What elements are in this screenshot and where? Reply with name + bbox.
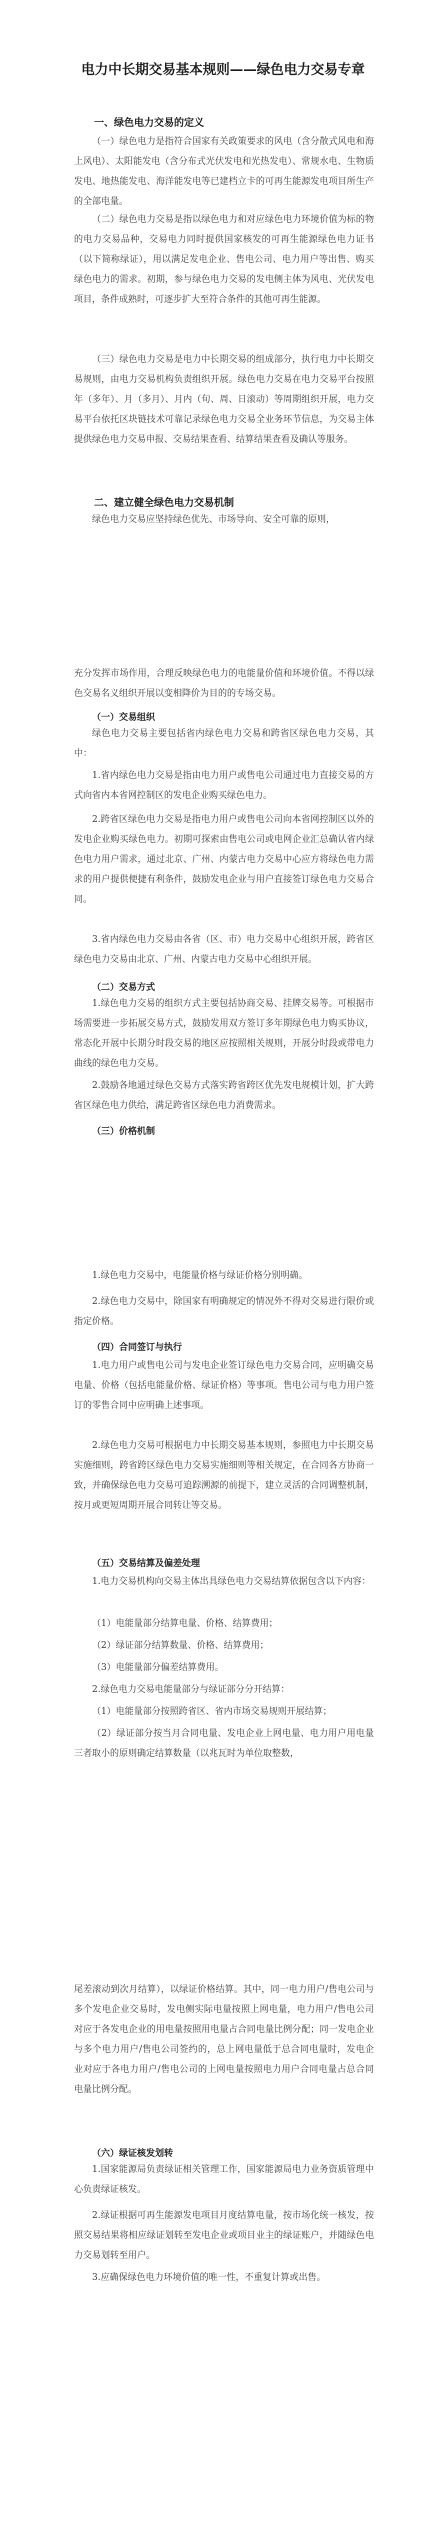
list-item: （2）绿证部分按当月合同电量、发电企业上网电量、电力用户用电量三者取小的原则确定结算数量（以兆瓦时为单位取整数， bbox=[74, 1729, 374, 1759]
list-item: 2.跨省区绿色电力交易是指电力用户或售电公司向本省网控制区以外的发电企业购买绿色电力。初期可探索由售电公司或电网企业汇总确认省内绿色电力用户需求，通过北京、广州、内蒙古电力交易中心应方将绿色电力需求的用户提供便捷有利条件，鼓励发电企业与用户直接签订绿色电力交易合同。 bbox=[74, 815, 374, 905]
subheading-methods: （二）交易方式 bbox=[92, 983, 156, 993]
list-item: 1.电力交易机构向交易主体出具绿色电力交易结算依据包含以下内容： bbox=[92, 1577, 371, 1587]
paragraph: 绿色电力交易主要包括省内绿色电力交易和跨省区绿色电力交易，其中： bbox=[74, 729, 374, 759]
list-item: 1.省内绿色电力交易是指由电力用户或售电公司通过电力直接交易的方式向省内本省网控制区的发电企业购买绿色电力。 bbox=[74, 771, 374, 801]
subheading-pricing: （三）价格机制 bbox=[92, 1127, 156, 1137]
list-item: 3.应确保绿色电力环境价值的唯一性，不重复计算或出售。 bbox=[92, 2273, 326, 2283]
list-item: 2.绿色电力交易中，除国家有明确规定的情况外不得对交易进行限价或指定价格。 bbox=[74, 1297, 374, 1327]
list-item: 2.绿色电力交易电能量部分与绿证部分分开结算： bbox=[92, 1685, 290, 1695]
list-item: 1.电力用户或售电公司与发电企业签订绿色电力交易合同，应明确交易电量、价格（包括电能量价格、绿证价格）等事项。售电公司与电力用户签订的零售合同中应明确上述事项。 bbox=[74, 1361, 374, 1411]
paragraph: 绿色电力交易应坚持绿色优先、市场导向、安全可靠的原则， bbox=[92, 515, 336, 525]
list-item: 1.国家能源局负责绿证相关管理工作，国家能源局电力业务资质管理中心负责绿证核发。 bbox=[74, 2165, 374, 2195]
list-item: 1.绿色电力交易中，电能量价格与绿证价格分别明确。 bbox=[92, 1271, 308, 1281]
paragraph: 充分发挥市场作用，合理反映绿色电力的电能量价值和环境价值。不得以绿色交易名义组织开展以变相降价为目的的专场交易。 bbox=[74, 669, 374, 699]
list-item: 1.绿色电力交易的组织方式主要包括协商交易、挂牌交易等。可根据市场需要进一步拓展交易方式，鼓励发用双方签订多年期绿色电力购买协议，常态化开展中长期分时段交易的地区应按照相关规则，开展分时段或带电力曲线的绿色电力交易。 bbox=[74, 999, 374, 1069]
paragraph: （一）绿色电力是指符合国家有关政策要求的风电（含分散式风电和海上风电）、太阳能发电（含分布式光伏发电和光热发电）、常规水电、生物质发电、地热能发电、海洋能发电等已建档立卡的可再生能源发电项目所生产的全部电量。 bbox=[74, 137, 374, 207]
subheading-settlement: （五）交易结算及偏差处理 bbox=[92, 1559, 201, 1569]
list-item: 3.省内绿色电力交易由各省（区、市）电力交易中心组织开展，跨省区绿色电力交易由北京、广州、内蒙古电力交易中心组织开展。 bbox=[74, 935, 374, 965]
section-heading-definition: 一、绿色电力交易的定义 bbox=[94, 118, 204, 129]
paragraph: （二）绿色电力交易是指以绿色电力和对应绿色电力环境价值为标的物的电力交易品种，交易电力同时提供国家核发的可再生能源绿色电力证书（以下简称绿证），用以满足发电企业、售电公司、电力用户等出售、购买绿色电力的需求。初期，参与绿色电力交易的发电侧主体为风电、光伏发电项目，条件成熟时，可逐步扩大至符合条件的其他可再生能源。 bbox=[74, 215, 374, 305]
subheading-certificates: （六）绿证核发划转 bbox=[92, 2149, 174, 2159]
subheading-organization: （一）交易组织 bbox=[92, 713, 156, 723]
paragraph: （三）绿色电力交易是电力中长期交易的组成部分，执行电力中长期交易规则，由电力交易机构负责组织开展。绿色电力交易在电力交易平台按照年（多年）、月（多月）、月内（旬、周、日滚动）等周期组织开展，电力交易平台依托区块链技术可靠记录绿色电力交易全业务环节信息，为交易主体提供绿色电力交易申报、交易结果查看、结算结果查看及确认等服务。 bbox=[74, 355, 374, 445]
list-item: 2.绿证根据可再生能源发电项目月度结算电量，按市场化统一核发，按照交易结果将相应绿证划转至发电企业或项目业主的绿证账户，并随绿色电力交易划转至用户。 bbox=[74, 2211, 374, 2261]
list-item: （1）电能量部分按照跨省区、省内市场交易规则开展结算； bbox=[92, 1707, 332, 1717]
list-item: （1）电能量部分结算电量、价格、结算费用； bbox=[92, 1619, 278, 1629]
list-item: 2.绿色电力交易可根据电力中长期交易基本规则，参照电力中长期交易实施细则，跨省跨区绿色电力交易实施细则等相关规定，在合同各方协商一致，并确保绿色电力交易可追踪溯源的前提下，建立灵活的合同调整机制，按月或更短周期开展合同转让等交易。 bbox=[74, 1441, 374, 1511]
list-item: （2）绿证部分结算数量、价格、结算费用； bbox=[92, 1641, 269, 1651]
list-item: 2.鼓励各地通过绿色交易方式落实跨省跨区优先发电规模计划，扩大跨省区绿色电力供给，满足跨省区绿色电力消费需求。 bbox=[74, 1081, 374, 1111]
subheading-contracts: （四）合同签订与执行 bbox=[92, 1343, 183, 1353]
section-heading-mechanism: 二、建立健全绿色电力交易机制 bbox=[94, 498, 234, 509]
document-title: 电力中长期交易基本规则——绿色电力交易专章 bbox=[81, 62, 365, 78]
paragraph: 尾差滚动到次月结算），以绿证价格结算。其中，同一电力用户/售电公司与多个发电企业交易时，发电侧实际电量按照上网电量，电力用户/售电公司对应于各发电企业的用电量按照用电量占合同电量比例分配；同一发电企业与多个电力用户/售电公司签约的，总上网电量低于总合同电量时，发电企业对应于各电力用户/售电公司的上网电量按照电力用户合同电量占总合同电量比例分配。 bbox=[74, 1985, 374, 2095]
list-item: （3）电能量部分偏差结算费用。 bbox=[92, 1663, 224, 1673]
